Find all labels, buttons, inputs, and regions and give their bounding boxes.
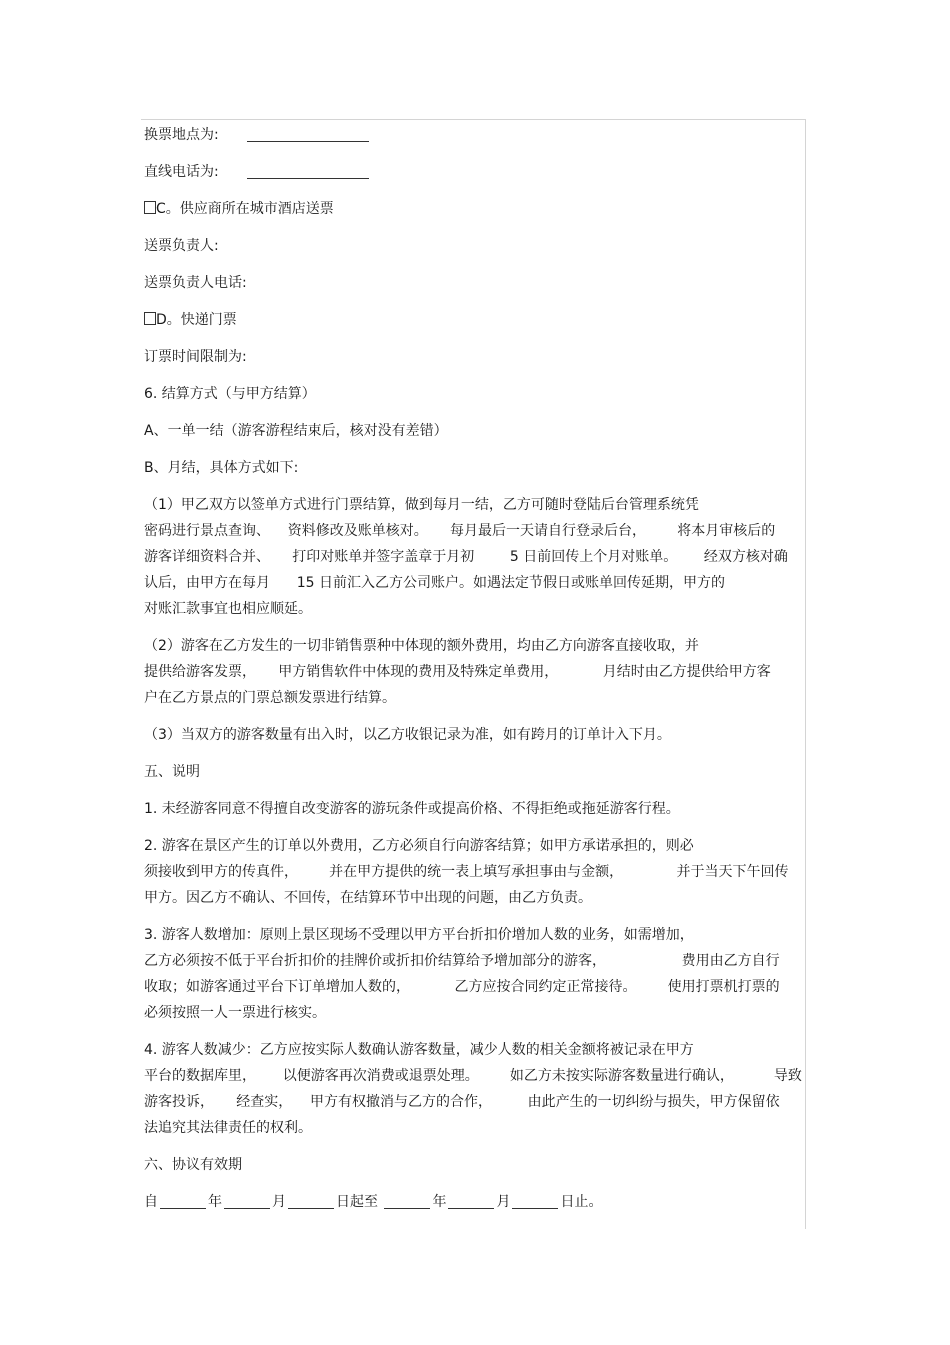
settlement-paragraph-2 (144, 633, 806, 711)
exchange-phone-blank (247, 162, 369, 179)
paragraph-line: 平台的数据库里， 以便游客再次消费或退票处理。 如乙方未按实际游客数量进行确认， 导致 (144, 1068, 802, 1084)
paragraph-line: 游客详细资料合并、 打印对账单并签字盖章于月初 5 日前回传上个月对账单。 经双方核对确 (144, 549, 788, 565)
section-5-item-2 (144, 833, 806, 911)
exchange-location-line (144, 122, 806, 148)
end-day-label: 日止。 (560, 1194, 603, 1210)
end-month-label: 月 (496, 1194, 511, 1210)
exchange-location-label: 换票地点为: (144, 127, 219, 143)
paragraph-line: 4. 游客人数减少：乙方应按实际人数确认游客数量，减少人数的相关金额将被记录在甲方 (144, 1042, 694, 1058)
paragraph-line: （1）甲乙双方以签单方式进行门票结算，做到每月一结，乙方可随时登陆后台管理系统凭 (144, 497, 699, 513)
settlement-option-a: A、一单一结（游客游程结束后，核对没有差错） (144, 423, 448, 439)
option-d-line (144, 307, 806, 333)
paragraph-line: 2. 游客在景区产生的订单以外费用，乙方必须自行向游客结算；如甲方承诺承担的，则必 (144, 838, 694, 854)
delivery-person-phone-line: 送票负责人电话: (144, 275, 247, 291)
delivery-person-line: 送票负责人: (144, 238, 219, 254)
settlement-heading: 6. 结算方式（与甲方结算） (144, 386, 316, 402)
start-day-blank (288, 1192, 334, 1209)
paragraph-line: 对账汇款事宜也相应顺延。 (144, 601, 312, 617)
paragraph-line: 收取；如游客通过平台下订单增加人数的， 乙方应按合同约定正常接待。 使用打票机打票的 (144, 979, 780, 995)
section-5-item-3 (144, 922, 806, 1026)
paragraph-line: 法追究其法律责任的权利。 (144, 1120, 312, 1136)
paragraph-line: 甲方。因乙方不确认、不回传，在结算环节中出现的问题，由乙方负责。 (144, 890, 592, 906)
exchange-phone-label: 直线电话为: (144, 164, 219, 180)
start-month-label: 月 (272, 1194, 286, 1210)
end-year-label: 年 (432, 1194, 447, 1210)
paragraph-line: 必须按照一人一票进行核实。 (144, 1005, 326, 1021)
document-body (144, 122, 806, 1215)
paragraph-line: （2）游客在乙方发生的一切非销售票种中体现的额外费用，均由乙方向游客直接收取，并 (144, 638, 699, 654)
paragraph-line: 户在乙方景点的门票总额发票进行结算。 (144, 690, 396, 706)
start-year-blank (160, 1192, 206, 1209)
paragraph-line: 游客投诉， 经查实， 甲方有权撤消与乙方的合作， 由此产生的一切纠纷与损失，甲方保留依 (144, 1094, 780, 1110)
end-day-blank (512, 1192, 558, 1209)
section-5-heading: 五、说明 (144, 764, 200, 780)
section-6-heading: 六、协议有效期 (144, 1157, 242, 1173)
paragraph-line: 乙方必须按不低于平台折扣价的挂牌价或折扣价结算给予增加部分的游客， 费用由乙方自行 (144, 953, 780, 969)
end-month-blank (448, 1192, 494, 1209)
checkbox-icon (144, 312, 156, 325)
start-year-label: 年 (208, 1194, 222, 1210)
validity-date-line (144, 1189, 806, 1215)
date-from-label: 自 (144, 1194, 158, 1210)
settlement-paragraph-3: （3）当双方的游客数量有出入时，以乙方收银记录为准，如有跨月的订单计入下月。 (144, 727, 671, 743)
option-d-label: D。快递门票 (156, 312, 237, 328)
exchange-location-blank (247, 125, 369, 142)
section-5-item-4 (144, 1037, 806, 1141)
end-year-blank (384, 1192, 430, 1209)
settlement-option-b: B、月结，具体方式如下: (144, 460, 299, 476)
time-limit-line: 订票时间限制为: (144, 349, 247, 365)
start-month-blank (224, 1192, 270, 1209)
paragraph-line: 须接收到甲方的传真件， 并在甲方提供的统一表上填写承担事由与金额， 并于当天下午回传 (144, 864, 789, 880)
checkbox-icon (144, 201, 156, 214)
paragraph-line: 认后，由甲方在每月 15 日前汇入乙方公司账户。如遇法定节假日或账单回传延期，甲方的 (144, 575, 725, 591)
paragraph-line: 密码进行景点查询、 资料修改及账单核对。 每月最后一天请自行登录后台， 将本月审核后的 (144, 523, 776, 539)
settlement-paragraph-1 (144, 492, 806, 622)
paragraph-line: 提供给游客发票， 甲方销售软件中体现的费用及特殊定单费用， 月结时由乙方提供给甲方客 (144, 664, 771, 680)
section-5-item-1: 1. 未经游客同意不得擅自改变游客的游玩条件或提高价格、不得拒绝或拖延游客行程。 (144, 801, 680, 817)
paragraph-line: 3. 游客人数增加：原则上景区现场不受理以甲方平台折扣价增加人数的业务，如需增加， (144, 927, 694, 943)
exchange-phone-line (144, 159, 806, 185)
option-c-line (144, 196, 806, 222)
option-c-label: C。供应商所在城市酒店送票 (156, 201, 334, 217)
start-day-label: 日起至 (336, 1194, 378, 1210)
